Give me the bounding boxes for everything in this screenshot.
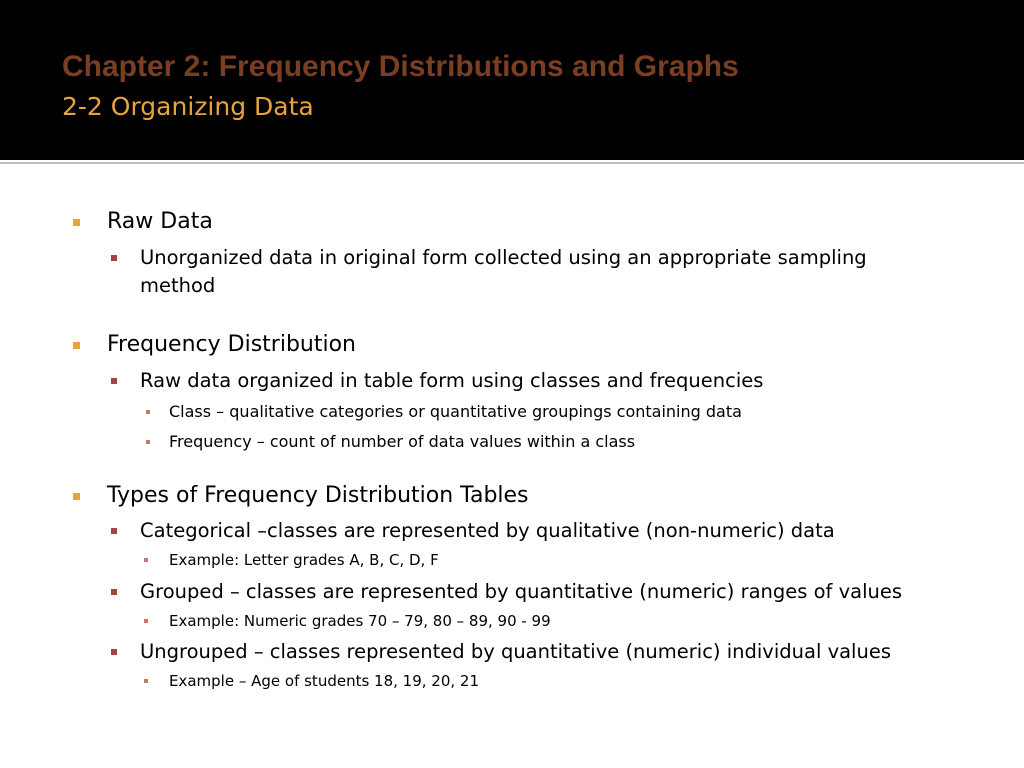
categorical-example: Example: Letter grades A, B, C, D, F [169, 551, 439, 569]
bullet-icon [146, 410, 150, 414]
heading-types: Types of Frequency Distribution Tables [107, 483, 529, 508]
bullet-icon [73, 219, 80, 226]
bullet-icon [111, 378, 117, 384]
slide-title: Chapter 2: Frequency Distributions and Graphs [62, 50, 739, 83]
bullet-icon [144, 558, 148, 562]
bullet-icon [146, 440, 150, 444]
slide-subtitle: 2-2 Organizing Data [62, 92, 314, 121]
bullet-icon [111, 589, 117, 595]
raw-data-definition: Unorganized data in original form collected using an appropriate sampling [140, 246, 867, 269]
bullet-icon [111, 528, 117, 534]
ungrouped-definition: Ungrouped – classes represented by quantitative (numeric) individual values [140, 640, 891, 663]
class-definition: Class – qualitative categories or quantitative groupings containing data [169, 402, 742, 421]
bullet-icon [111, 649, 117, 655]
grouped-definition: Grouped – classes are represented by quantitative (numeric) ranges of values [140, 580, 903, 603]
bullet-icon [144, 679, 148, 683]
categorical-definition: Categorical –classes are represented by qualitative (non-numeric) data [140, 519, 835, 542]
heading-frequency-distribution: Frequency Distribution [107, 332, 356, 357]
grouped-example: Example: Numeric grades 70 – 79, 80 – 89, 90 - 99 [169, 612, 551, 630]
bullet-icon [111, 255, 117, 261]
frequency-definition: Frequency – count of number of data values within a class [169, 432, 636, 451]
frequency-distribution-definition: Raw data organized in table form using classes and frequencies [140, 369, 764, 392]
heading-raw-data: Raw Data [107, 209, 213, 234]
raw-data-definition-cont: method [140, 274, 216, 297]
bullet-icon [144, 619, 148, 623]
bullet-icon [73, 493, 80, 500]
ungrouped-example: Example – Age of students 18, 19, 20, 21 [169, 672, 479, 690]
bullet-icon [73, 342, 80, 349]
